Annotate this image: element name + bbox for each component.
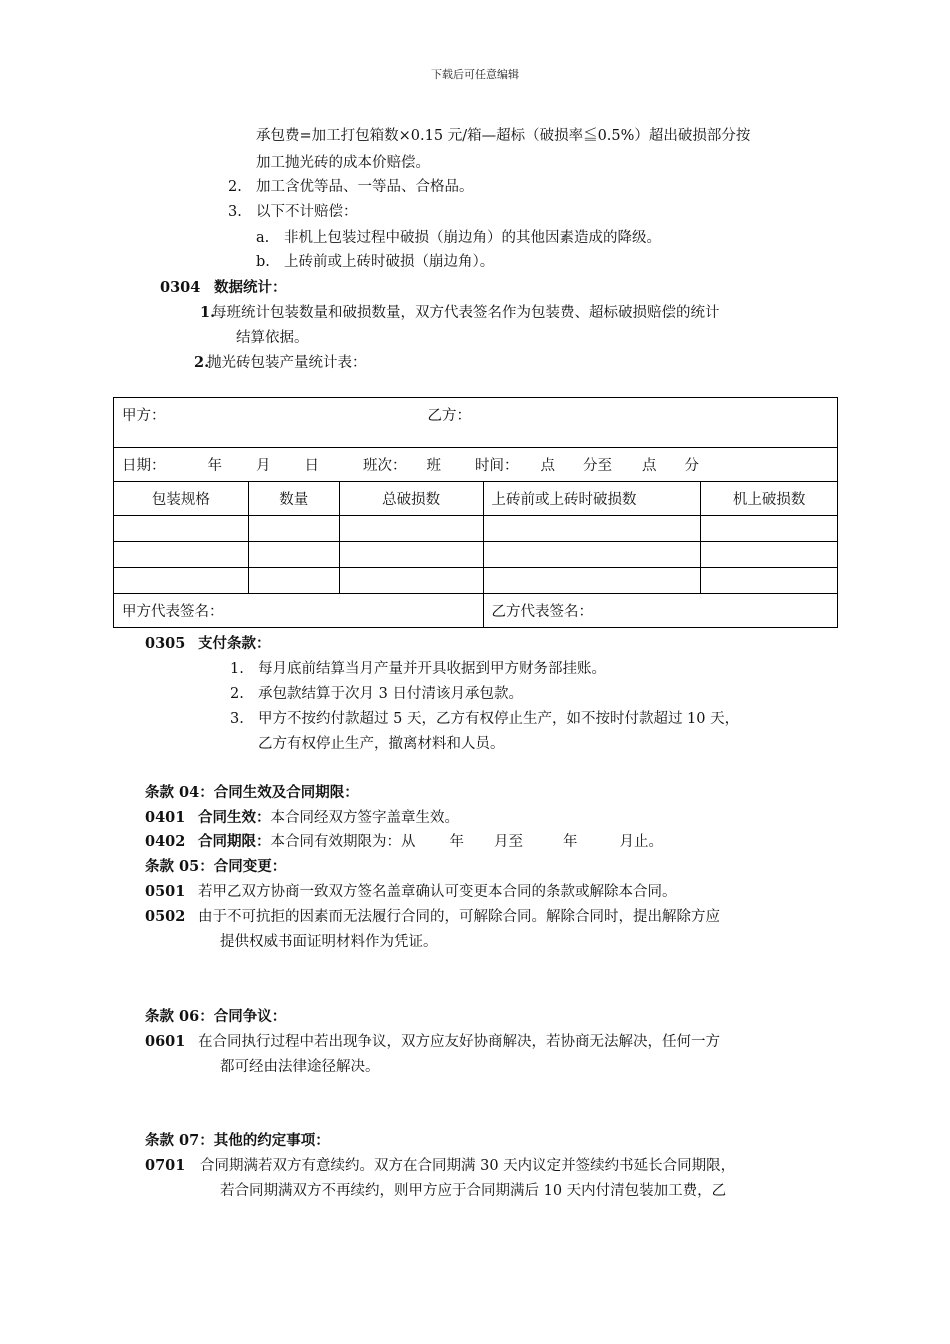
shift-label: 班次： [363,458,407,474]
table-cell [114,516,249,542]
sub-item-label: a. [256,230,270,246]
minute-unit-2: 分 [684,458,699,474]
header-note: 下载后可任意编辑 [431,68,519,81]
sub-item-label: b. [256,254,270,270]
table-cell [483,516,701,542]
table-cell [339,568,483,594]
section-code: 0304 [160,279,201,296]
clause-body: 本合同经双方签字盖章生效。 [270,810,459,826]
list-item-text: 每班统计包装数量和破损数量，双方代表签名作为包装费、超标破损赔偿的统计 [212,305,720,321]
column-header: 机上破损数 [701,482,838,516]
list-item-number: 2. [194,354,210,371]
section-title: 支付条款： [198,635,271,652]
section-title: 数据统计： [214,279,287,296]
list-item-text: 抛光砖包装产量统计表： [207,355,367,371]
section-code: 0305 [145,635,186,652]
table-cell [114,542,249,568]
list-item-number: 2. [230,686,244,702]
sign-b-cell: 乙方代表签名： [483,594,838,628]
table-cell [248,542,339,568]
column-header: 包装规格 [114,482,249,516]
table-row-date [114,448,838,482]
hour-unit-1: 点 [540,458,555,474]
clause-label: 合同期限： [198,833,271,850]
packaging-stats-table [113,397,838,628]
clause-text [198,808,459,828]
list-item-number: 2. [228,179,242,195]
table-row-parties [114,398,838,448]
clause-title: 条款 07：其他的约定事项： [145,1132,330,1149]
clause-text: 若甲乙双方协商一致双方签名盖章确认可变更本合同的条款或解除本合同。 [198,884,677,900]
hour-unit-2: 点 [642,458,657,474]
table-cell [339,516,483,542]
list-item-text: 甲方不按约付款超过 5 天，乙方有权停止生产，如不按时付款超过 10 天， [258,711,740,727]
year-unit: 年 [449,834,464,850]
table-cell [701,542,838,568]
table-row [114,542,838,568]
party-a-label: 甲方： [122,408,166,424]
party-b-label: 乙方： [427,408,471,424]
clause-text: 由于不可抗拒的因素而无法履行合同的，可解除合同。解除合同时，提出解除方应 [198,909,720,925]
clause-code: 0401 [145,809,186,826]
clause-code: 0701 [145,1157,186,1174]
clause-text: 合同期满若双方有意续约。双方在合同期满 30 天内议定并签续约书延长合同期限， [200,1158,736,1174]
date-cell [114,448,838,482]
clause-text-cont: 都可经由法律途径解决。 [220,1059,380,1075]
table-cell [248,516,339,542]
sub-item-text: 非机上包装过程中破损（崩边角）的其他因素造成的降级。 [284,230,661,246]
shift-unit: 班 [426,458,441,474]
month-end-unit: 月止。 [619,834,663,850]
clause-text-cont: 若合同期满双方不再续约，则甲方应于合同期满后 10 天内付清包装加工费，乙 [220,1183,727,1199]
table-cell [701,568,838,594]
column-header: 数量 [248,482,339,516]
minute-to-unit: 分至 [583,458,612,474]
list-item-text: 以下不计赔偿： [256,204,358,220]
day-unit: 日 [304,458,319,474]
column-header: 总破损数 [339,482,483,516]
clause-text: 在合同执行过程中若出现争议，双方应友好协商解决，若协商无法解决，任何一方 [198,1034,720,1050]
table-row [114,516,838,542]
clause-text [198,832,663,852]
table-cell [248,568,339,594]
table-header-row [114,482,838,516]
date-label: 日期： [122,458,166,474]
clause-label: 合同生效： [198,809,271,826]
list-item-text: 承包款结算于次月 3 日付清该月承包款。 [258,686,523,702]
table-cell [339,542,483,568]
parties-cell [114,398,838,448]
clause-code: 0501 [145,883,186,900]
table-cell [114,568,249,594]
clause-code: 0502 [145,908,186,925]
table-row-signatures [114,594,838,628]
time-label: 时间： [475,458,519,474]
sub-item-text: 上砖前或上砖时破损（崩边角）。 [284,254,495,270]
table-cell [483,568,701,594]
formula-line-2: 加工抛光砖的成本价赔偿。 [256,155,430,171]
clause-body: 本合同有效期限为：从 [270,834,416,850]
clause-code: 0601 [145,1033,186,1050]
list-item-number: 3. [230,711,244,727]
clause-title: 条款 06：合同争议： [145,1008,287,1025]
clause-text-cont: 提供权威书面证明材料作为凭证。 [220,934,438,950]
list-item-text: 每月底前结算当月产量并开具收据到甲方财务部挂账。 [258,661,606,677]
clause-title: 条款 05：合同变更： [145,858,287,875]
month-to-unit: 月至 [494,834,523,850]
table-cell [701,516,838,542]
list-item-number: 3. [228,204,242,220]
table-cell [483,542,701,568]
clause-title: 条款 04：合同生效及合同期限： [145,784,359,801]
year-unit: 年 [207,458,222,474]
column-header: 上砖前或上砖时破损数 [483,482,701,516]
formula-line-1: 承包费=加工打包箱数×0.15 元/箱—超标（破损率≦0.5%）超出破损部分按 [256,128,751,144]
list-item-number: 1. [200,304,216,321]
clause-code: 0402 [145,833,186,850]
list-item-text: 加工含优等品、一等品、合格品。 [256,179,474,195]
list-item-number: 1. [230,661,244,677]
sign-a-cell: 甲方代表签名： [114,594,484,628]
year-unit: 年 [563,834,578,850]
list-item-text-cont: 乙方有权停止生产，撤离材料和人员。 [258,736,505,752]
list-item-text-cont: 结算依据。 [236,330,309,346]
table-row [114,568,838,594]
month-unit: 月 [256,458,271,474]
